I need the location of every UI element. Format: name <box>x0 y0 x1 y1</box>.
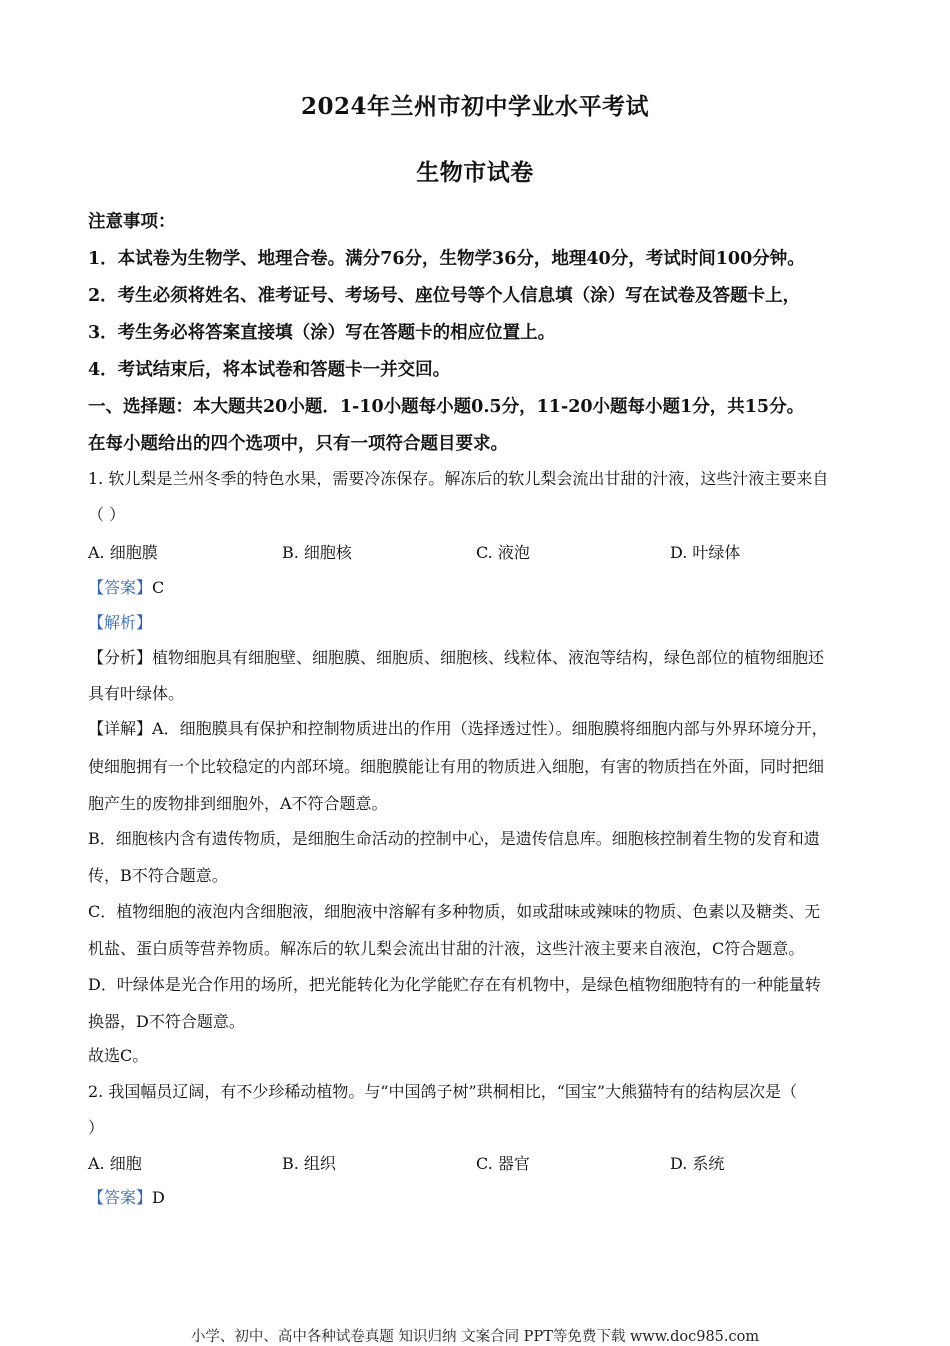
question-1-analysis <box>88 610 868 633</box>
question-2-option-d: D. 系统 <box>670 1154 725 1173</box>
notice-item: 4．考试结束后，将本试卷和答题卡一并交回。 <box>88 360 451 380</box>
answer-label: 【答案】 <box>88 578 153 597</box>
detail-line: C．植物细胞的液泡内含细胞液，细胞液中溶解有多种物质，如或甜味或辣味的物质、色素以及糖类、无 <box>88 902 821 921</box>
question-1-fenxi-cont: 具有叶绿体。 <box>88 684 185 703</box>
answer-value: D <box>152 1188 165 1207</box>
detail-label: 【详解】 <box>88 719 153 738</box>
footer-text: 小学、初中、高中各种试卷真题 知识归纳 文案合同 PPT等免费下载 www.doc985.com <box>190 1329 760 1345</box>
question-1-option-c: C. 液泡 <box>476 543 530 562</box>
detail-line: B．细胞核内含有遗传物质，是细胞生命活动的控制中心，是遗传信息库。细胞核控制着生物的发育和遗 <box>88 829 820 848</box>
page-title: 2024年兰州市初中学业水平考试 <box>300 93 649 120</box>
question-1-blank: （ ） <box>88 505 126 524</box>
question-2-answer <box>88 1185 868 1208</box>
question-1-option-a: A. 细胞膜 <box>88 543 158 562</box>
detail-line: D．叶绿体是光合作用的场所，把光能转化为化学能贮存在有机物中，是绿色植物细胞特有的一种能量转 <box>88 975 821 994</box>
detail-text: A．细胞膜具有保护和控制物质进出的作用（选择透过性）。细胞膜将细胞内部与外界环境分开， <box>152 719 828 738</box>
question-1-option-b: B. 细胞核 <box>282 543 352 562</box>
page-subtitle: 生物市试卷 <box>416 159 534 186</box>
question-2-option-b: B. 组织 <box>282 1154 336 1173</box>
notice-item: 2．考生必须将姓名、准考证号、考场号、座位号等个人信息填（涂）写在试卷及答题卡上， <box>88 286 801 306</box>
answer-value: C <box>152 578 165 597</box>
notice-item: 3．考生务必将答案直接填（涂）写在答题卡的相应位置上。 <box>88 323 556 343</box>
question-2-option-a: A. 细胞 <box>88 1154 142 1173</box>
detail-conclusion: 故选C。 <box>88 1046 149 1065</box>
notice-heading: 注意事项： <box>88 212 176 232</box>
question-2-stem: 2. 我国幅员辽阔，有不少珍稀动植物。与“中国鸽子树”珙桐相比，“国宝”大熊猫特有的结构层次是（ <box>88 1082 798 1101</box>
question-2-option-c: C. 器官 <box>476 1154 530 1173</box>
answer-label: 【答案】 <box>88 1188 153 1207</box>
question-1-detail <box>88 716 868 739</box>
question-1-answer <box>88 575 868 598</box>
detail-line: 传，B不符合题意。 <box>88 866 228 885</box>
question-1-stem: 1. 软儿梨是兰州冬季的特色水果，需要冷冻保存。解冻后的软儿梨会流出甘甜的汁液，这些汁液主要来自 <box>88 469 829 488</box>
fenxi-text: 植物细胞具有细胞壁、细胞膜、细胞质、细胞核、线粒体、液泡等结构，绿色部位的植物细胞还 <box>152 648 825 667</box>
question-2-blank: ） <box>88 1118 105 1137</box>
section-instruction: 在每小题给出的四个选项中，只有一项符合题目要求。 <box>88 434 508 454</box>
detail-line: 胞产生的废物排到细胞外，A不符合题意。 <box>88 794 388 813</box>
notice-item: 1．本试卷为生物学、地理合卷。满分76分，生物学36分，地理40分，考试时间100分钟。 <box>88 249 805 269</box>
analysis-label: 【解析】 <box>88 613 153 632</box>
fenxi-label: 【分析】 <box>88 648 153 667</box>
detail-line: 机盐、蛋白质等营养物质。解冻后的软儿梨会流出甘甜的汁液，这些汁液主要来自液泡，C符合题意。 <box>88 939 805 958</box>
section-heading: 一、选择题：本大题共20小题．1-10小题每小题0.5分，11-20小题每小题1分，共15分。 <box>88 397 805 417</box>
question-1-fenxi <box>88 645 868 668</box>
question-1-option-d: D. 叶绿体 <box>670 543 741 562</box>
detail-line: 换器，D不符合题意。 <box>88 1012 245 1031</box>
detail-line: 使细胞拥有一个比较稳定的内部环境。细胞膜能让有用的物质进入细胞，有害的物质挡在外面，同时把细 <box>88 757 825 776</box>
